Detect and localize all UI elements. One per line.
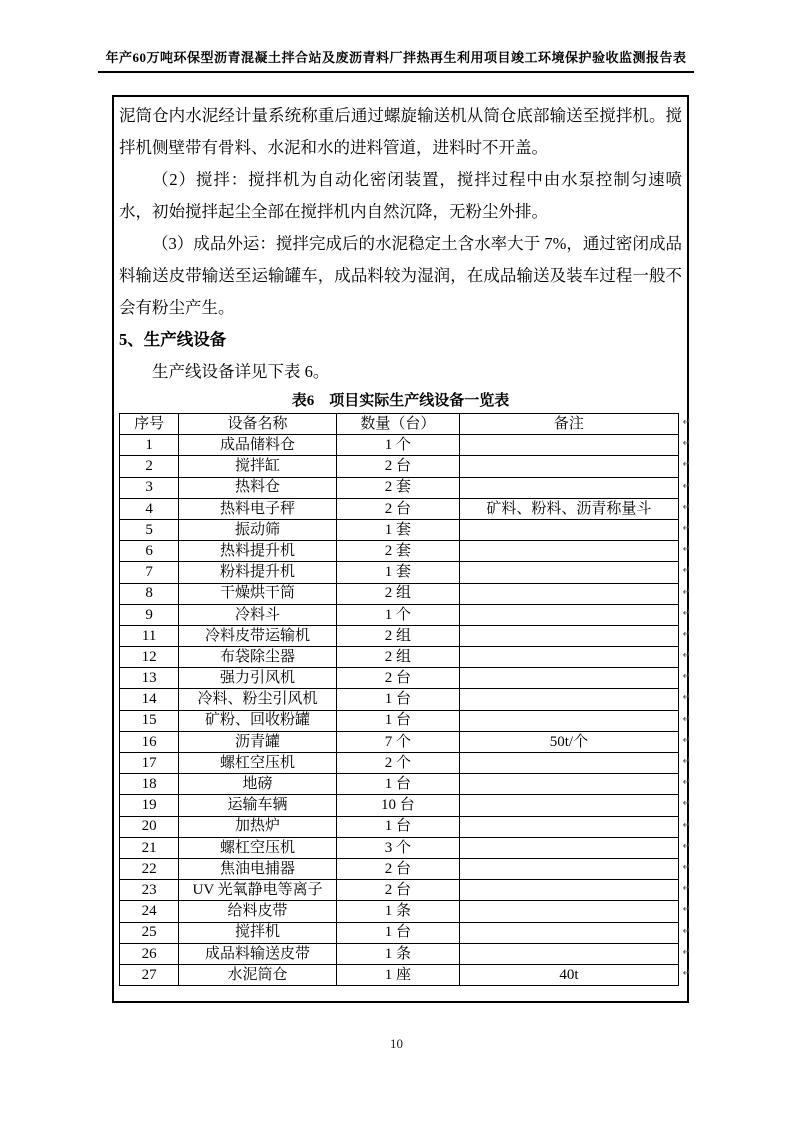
return-mark-icon: ↵ — [682, 459, 691, 471]
cell-remark — [459, 562, 691, 583]
cell-quantity: 1 台 — [336, 774, 459, 795]
table-row — [120, 604, 679, 625]
table-row — [120, 477, 679, 498]
table-row — [120, 901, 679, 922]
table-row — [120, 689, 679, 710]
cell-remark — [459, 880, 691, 901]
cell-quantity: 1 台 — [336, 710, 459, 731]
paragraph-continuation: 泥筒仓内水泥经计量系统称重后通过螺旋输送机从筒仓底部输送至搅拌机。搅拌机侧壁带有骨料、水泥和水的进料管道，进料时不开盖。 — [119, 106, 682, 157]
cell-remark — [459, 625, 691, 646]
page-number: 10 — [390, 1036, 403, 1051]
cell-index: 12 — [120, 647, 179, 668]
table-row — [120, 710, 679, 731]
return-mark-icon: ↵ — [682, 946, 691, 958]
table-row — [120, 774, 679, 795]
table-row — [120, 753, 679, 774]
cell-index: 4 — [120, 498, 179, 519]
cell-index: 18 — [120, 774, 179, 795]
cell-remark — [459, 901, 691, 922]
return-mark-icon: ↵ — [682, 565, 691, 577]
cell-remark — [459, 519, 691, 540]
paragraph-transport: （3）成品外运：搅拌完成后的水泥稳定土含水率大于 7%，通过密闭成品料输送皮带输送至运输罐车，成品料较为湿润，在成品输送及装车过程一般不会有粉尘产生。 — [119, 234, 682, 317]
cell-name: 螺杠空压机 — [179, 837, 337, 858]
cell-index: 9 — [120, 604, 179, 625]
cell-quantity: 1 台 — [336, 922, 459, 943]
table-row — [120, 456, 679, 477]
cell-quantity: 2 台 — [336, 456, 459, 477]
table-row — [120, 943, 679, 964]
cell-name: 搅拌缸 — [179, 456, 337, 477]
cell-name: 成品储料仓 — [179, 435, 337, 456]
cell-index: 8 — [120, 583, 179, 604]
return-mark-icon: ↵ — [682, 586, 691, 598]
cell-name: 冷料斗 — [179, 604, 337, 625]
return-mark-icon: ↵ — [682, 840, 691, 852]
table-row — [120, 880, 679, 901]
cell-name: 焦油电捕器 — [179, 858, 337, 879]
table-row — [120, 858, 679, 879]
cell-remark — [459, 541, 691, 562]
cell-quantity: 1 条 — [336, 901, 459, 922]
cell-remark — [459, 922, 691, 943]
cell-name: 地磅 — [179, 774, 337, 795]
cell-remark — [459, 456, 691, 477]
cell-remark — [459, 837, 691, 858]
return-mark-icon: ↵ — [682, 607, 691, 619]
cell-index: 15 — [120, 710, 179, 731]
cell-quantity: 2 组 — [336, 625, 459, 646]
return-mark-icon: ↵ — [682, 967, 691, 979]
cell-remark — [459, 689, 691, 710]
cell-quantity: 2 台 — [336, 668, 459, 689]
cell-remark — [459, 647, 691, 668]
cell-index: 20 — [120, 816, 179, 837]
cell-index: 5 — [120, 519, 179, 540]
table-row — [120, 795, 679, 816]
cell-index: 2 — [120, 456, 179, 477]
cell-name: 热料仓 — [179, 477, 337, 498]
table-row — [120, 435, 679, 456]
column-header-name: 设备名称 — [179, 414, 337, 435]
cell-index: 24 — [120, 901, 179, 922]
return-mark-icon: ↵ — [682, 417, 691, 428]
table-row — [120, 922, 679, 943]
cell-remark — [459, 477, 691, 498]
return-mark-icon: ↵ — [682, 480, 691, 492]
cell-remark — [459, 816, 691, 837]
return-mark-icon: ↵ — [682, 522, 691, 534]
equipment-table-header — [120, 414, 691, 435]
cell-quantity: 2 台 — [336, 858, 459, 879]
cell-quantity: 1 个 — [336, 604, 459, 625]
equipment-table-body — [120, 435, 691, 986]
table-row — [120, 562, 679, 583]
cell-quantity: 2 套 — [336, 477, 459, 498]
return-mark-icon: ↵ — [682, 544, 691, 556]
column-header-remark-label: 备注 — [553, 415, 584, 432]
cell-remark: 40t ↵ — [459, 964, 678, 985]
cell-index: 13 — [120, 668, 179, 689]
cell-index: 26 — [120, 943, 179, 964]
column-header-index: 序号 — [120, 414, 179, 435]
cell-name: UV 光氧静电等离子 — [179, 880, 337, 901]
cell-quantity: 2 组 — [336, 647, 459, 668]
cell-name: 热料电子秤 — [179, 498, 337, 519]
cell-index: 11 — [120, 625, 179, 646]
return-mark-icon: ↵ — [682, 777, 691, 789]
cell-remark — [459, 753, 691, 774]
cell-quantity: 2 台 — [336, 880, 459, 901]
cell-remark — [459, 435, 691, 456]
cell-index: 1 — [120, 435, 179, 456]
return-mark-icon: ↵ — [682, 925, 691, 937]
cell-name: 热料提升机 — [179, 541, 337, 562]
cell-name: 给料皮带 — [179, 901, 337, 922]
cell-index: 22 — [120, 858, 179, 879]
cell-index: 19 — [120, 795, 179, 816]
cell-remark — [459, 943, 691, 964]
cell-index: 27 — [120, 964, 179, 985]
cell-name: 螺杠空压机 — [179, 753, 337, 774]
table-row — [120, 964, 679, 985]
cell-quantity: 1 台 — [336, 689, 459, 710]
return-mark-icon: ↵ — [682, 692, 691, 704]
table-row — [120, 498, 679, 519]
cell-name: 冷料皮带运输机 — [179, 625, 337, 646]
table-row — [120, 583, 679, 604]
cell-quantity: 1 台 — [336, 816, 459, 837]
cell-remark — [459, 583, 691, 604]
section-heading: 5、生产线设备 — [119, 330, 227, 349]
cell-index: 6 — [120, 541, 179, 562]
return-mark-icon: ↵ — [682, 883, 691, 895]
cell-index: 25 — [120, 922, 179, 943]
cell-remark — [459, 858, 691, 879]
cell-index: 14 — [120, 689, 179, 710]
cell-remark: 50t/个 ↵ — [459, 731, 678, 752]
cell-name: 加热炉 — [179, 816, 337, 837]
column-header-quantity: 数量（台） — [336, 414, 459, 435]
return-mark-icon: ↵ — [682, 756, 691, 767]
return-mark-icon: ↵ — [682, 713, 691, 725]
cell-quantity: 2 台 — [336, 498, 459, 519]
return-mark-icon: ↵ — [682, 671, 691, 683]
cell-remark — [459, 710, 691, 731]
table-row — [120, 816, 679, 837]
return-mark-icon: ↵ — [682, 628, 691, 640]
cell-index: 7 — [120, 562, 179, 583]
cell-name: 振动筛 — [179, 519, 337, 540]
cell-index: 17 — [120, 753, 179, 774]
return-mark-icon: ↵ — [682, 438, 691, 450]
table-row — [120, 625, 679, 646]
cell-name: 布袋除尘器 — [179, 647, 337, 668]
cell-remark: 矿料、粉料、沥青称量斗 ↵ — [459, 498, 678, 519]
cell-quantity: 1 条 — [336, 943, 459, 964]
paragraph-mixing: （2）搅拌：搅拌机为自动化密闭装置，搅拌过程中由水泵控制匀速喷水，初始搅拌起尘全部在搅拌机内自然沉降，无粉尘外排。 — [119, 170, 682, 221]
cell-index: 3 — [120, 477, 179, 498]
return-mark-icon: ↵ — [682, 734, 691, 746]
cell-name: 强力引风机 — [179, 668, 337, 689]
cell-index: 21 — [120, 837, 179, 858]
table-row — [120, 731, 679, 752]
cell-quantity: 2 组 — [336, 583, 459, 604]
cell-quantity: 2 个 — [336, 753, 459, 774]
cell-index: 16 — [120, 731, 179, 752]
cell-name: 冷料、粉尘引风机 — [179, 689, 337, 710]
cell-quantity: 2 套 — [336, 541, 459, 562]
cell-remark — [459, 795, 691, 816]
return-mark-icon: ↵ — [682, 904, 691, 916]
cell-quantity: 1 座 — [336, 964, 459, 985]
table-caption: 表6 项目实际生产线设备一览表 — [291, 393, 510, 409]
return-mark-icon: ↵ — [682, 501, 691, 513]
cell-name: 沥青罐 — [179, 731, 337, 752]
cell-quantity: 10 台 — [336, 795, 459, 816]
cell-name: 矿粉、回收粉罐 — [179, 710, 337, 731]
content-box — [112, 95, 689, 1003]
cell-name: 成品料输送皮带 — [179, 943, 337, 964]
cell-quantity: 1 套 — [336, 519, 459, 540]
column-header-remark — [459, 414, 691, 435]
section-intro: 生产线设备详见下表 6。 — [152, 362, 330, 381]
cell-name: 粉料提升机 — [179, 562, 337, 583]
cell-name: 运输车辆 — [179, 795, 337, 816]
cell-name: 水泥筒仓 — [179, 964, 337, 985]
cell-name: 干燥烘干筒 — [179, 583, 337, 604]
cell-quantity: 1 套 — [336, 562, 459, 583]
cell-remark — [459, 774, 691, 795]
cell-quantity: 3 个 — [336, 837, 459, 858]
table-row — [120, 647, 679, 668]
equipment-table — [119, 413, 691, 986]
cell-index: 23 — [120, 880, 179, 901]
cell-name: 搅拌机 — [179, 922, 337, 943]
return-mark-icon: ↵ — [682, 819, 691, 831]
return-mark-icon: ↵ — [682, 861, 691, 873]
cell-remark — [459, 668, 691, 689]
table-row — [120, 837, 679, 858]
cell-quantity: 7 个 — [336, 731, 459, 752]
return-mark-icon: ↵ — [682, 650, 691, 662]
table-row — [120, 541, 679, 562]
return-mark-icon: ↵ — [682, 798, 691, 810]
page-title: 年产60万吨环保型沥青混凝土拌合站及废沥青料厂拌热再生利用项目竣工环境保护验收监测报告表 — [98, 50, 694, 73]
cell-remark — [459, 604, 691, 625]
table-row — [120, 519, 679, 540]
header-row — [120, 414, 679, 435]
table-row — [120, 668, 679, 689]
cell-quantity: 1 个 — [336, 435, 459, 456]
